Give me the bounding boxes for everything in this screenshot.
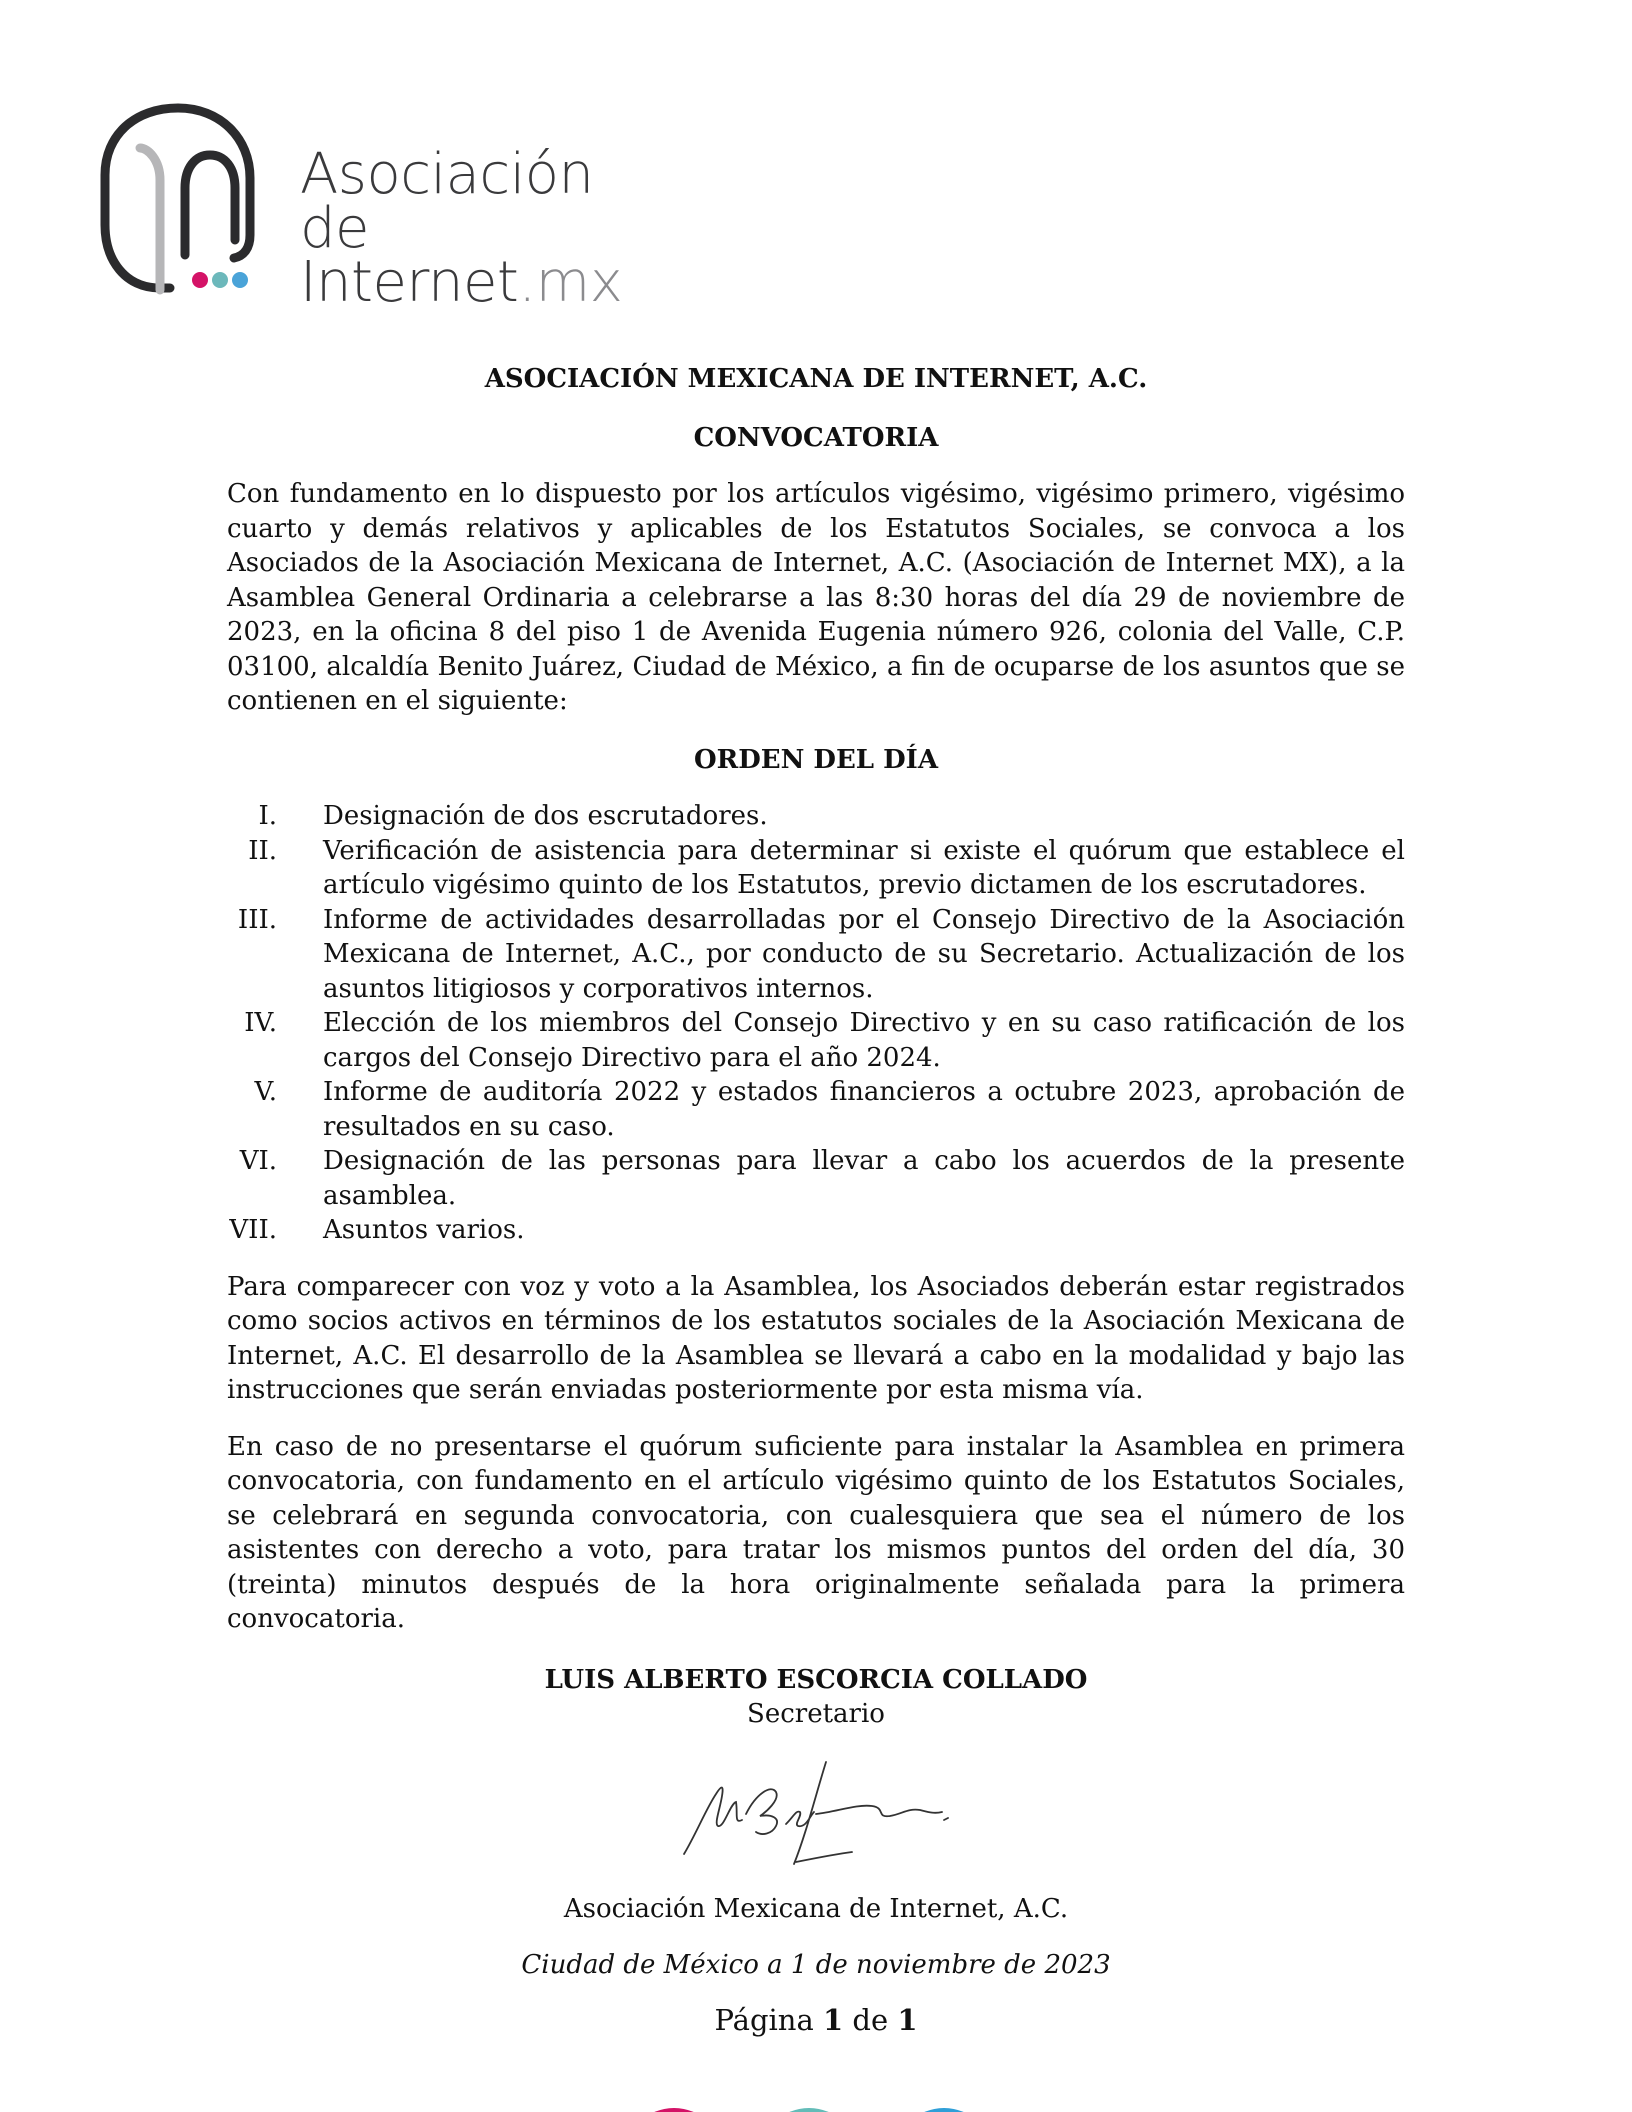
agenda-item-number: VII.	[229, 1215, 277, 1245]
intro-paragraph: Con fundamento en lo dispuesto por los artículos vigésimo, vigésimo primero, vigésimo cuarto y demás relativos y aplicables de los Estatutos Sociales, se convoca a los Asociados de la Asociación Mexicana de Internet, A.C. (Asociación de Internet MX), a la Asamblea General Ordinaria a celebrarse a las 8:30 horas del día 29 de noviembre de 2023, en la oficina 8 del piso 1 de Avenida Eugenia número 926, colonia del Valle, C.P. 03100, alcaldía Benito Juárez, Ciudad de México, a fin de ocuparse de los asuntos que se contienen en el siguiente:	[227, 479, 1405, 716]
attendance-paragraph: Para comparecer con voz y voto a la Asamblea, los Asociados deberán estar registrados como socios activos en términos de los estatutos sociales de la Asociación Mexicana de Internet, A.C. El desarrollo de la Asamblea se llevará a cabo en la modalidad y bajo las instrucciones que serán enviadas posteriormente por esta misma vía.	[227, 1271, 1405, 1405]
logo-dot-blue	[232, 272, 248, 288]
footer-dot-teal	[759, 2108, 859, 2112]
page-prefix: Página	[714, 2002, 814, 2037]
agenda-item	[227, 903, 1405, 1007]
agenda-item-number: II.	[248, 835, 277, 866]
quorum-paragraph: En caso de no presentarse el quórum suficiente para instalar la Asamblea en primera convocatoria, con fundamento en el artículo vigésimo quinto de los Estatutos Sociales, se celebrará en segunda convocatoria, con cualesquiera que sea el número de los asistentes con derecho a voto, para tratar los mismos puntos del orden del día, 30 (treinta) minutos después de la hora originalmente señalada para la primera convocatoria.	[227, 1431, 1405, 1634]
logo-line2	[300, 250, 660, 315]
agenda-item	[227, 1144, 1405, 1213]
logo-mark-icon	[100, 100, 270, 300]
agenda-item-text: Informe de actividades desarrolladas por el Consejo Directivo de la Asociación Mexicana de Internet, A.C., por conducto de su Secretario. Actualización de los asuntos litigiosos y corporativos internos.	[323, 904, 1405, 1004]
agenda-item-text: Asuntos varios.	[323, 1215, 525, 1245]
agenda-item-text: Designación de las personas para llevar a cabo los acuerdos de la presente asamblea.	[323, 1146, 1405, 1211]
handwritten-signature-icon	[676, 1754, 956, 1874]
page-total: 1	[897, 2002, 918, 2037]
agenda-title: ORDEN DEL DÍA	[693, 744, 939, 775]
signature-block	[227, 1663, 1405, 1874]
agenda-item	[227, 1006, 1405, 1075]
agenda-item-number: III.	[237, 904, 277, 935]
agenda-item-number: VI.	[239, 1146, 277, 1176]
agenda-list	[227, 799, 1405, 1248]
logo-dot-teal	[212, 272, 228, 288]
page-number	[227, 2003, 1405, 2038]
agenda-item-text: Verificación de asistencia para determinar si existe el quórum que establece el artículo vigésimo quinto de los Estatutos, previo dictamen de los escrutadores.	[323, 835, 1405, 900]
agenda-item-number: V.	[254, 1077, 277, 1107]
org-title: ASOCIACIÓN MEXICANA DE INTERNET, A.C.	[484, 364, 1148, 394]
page-separator: de	[852, 2002, 889, 2037]
logo-wordmark	[300, 142, 660, 315]
logo-line1: Asociación de	[300, 142, 594, 261]
logo-line2-tld: .mx	[518, 250, 623, 315]
agenda-item	[227, 799, 1405, 834]
signer-role: Secretario	[747, 1699, 885, 1729]
agenda-item-number: I.	[258, 801, 277, 831]
organization-name: Asociación Mexicana de Internet, A.C.	[563, 1893, 1069, 1924]
agenda-item-text: Designación de dos escrutadores.	[323, 801, 768, 831]
document-body	[227, 362, 1405, 2037]
agenda-item-number: IV.	[244, 1008, 277, 1038]
signer-name: LUIS ALBERTO ESCORCIA COLLADO	[544, 1664, 1088, 1695]
logo	[100, 100, 660, 315]
footer-decoration	[0, 2060, 1632, 2112]
footer-dot-blue	[894, 2108, 994, 2112]
logo-line2-main: Internet	[300, 250, 519, 315]
place-date: Ciudad de México a 1 de noviembre de 2023	[521, 1950, 1111, 1980]
agenda-item	[227, 1075, 1405, 1144]
agenda-item	[227, 834, 1405, 903]
logo-dot-magenta	[192, 272, 208, 288]
agenda-item	[227, 1213, 1405, 1248]
footer-dot-magenta	[624, 2108, 724, 2112]
agenda-item-text: Informe de auditoría 2022 y estados financieros a octubre 2023, aprobación de resultados en su caso.	[323, 1077, 1405, 1142]
page-current: 1	[822, 2002, 844, 2037]
agenda-item-text: Elección de los miembros del Consejo Directivo y en su caso ratificación de los cargos del Consejo Directivo para el año 2024.	[323, 1008, 1405, 1073]
document-title: CONVOCATORIA	[693, 422, 939, 453]
